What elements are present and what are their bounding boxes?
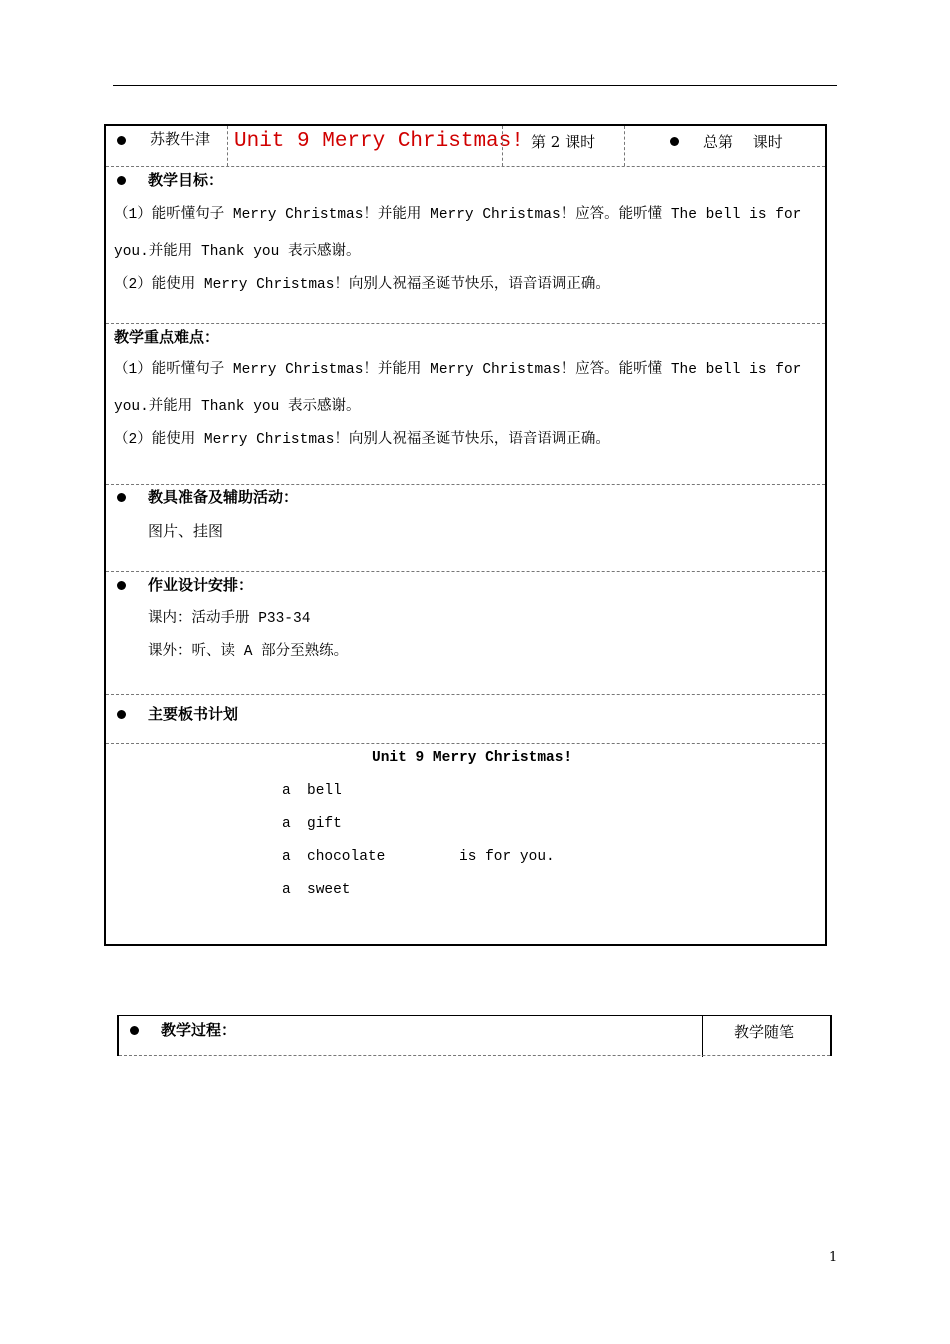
page-number: 1 (829, 1250, 838, 1265)
board-article: a (282, 816, 291, 832)
board-plan-title: Unit 9 Merry Christmas! (372, 750, 573, 766)
board-noun: gift (307, 816, 342, 832)
board-plan-heading-row (106, 695, 825, 744)
homework-in-class: 课内：活动手册 P33-34 (148, 611, 311, 627)
bullet-icon (130, 1026, 139, 1035)
bullet-icon (117, 581, 126, 590)
header-rule (113, 85, 837, 86)
objectives-heading: 教学目标： (148, 171, 224, 189)
materials-content: 图片、挂图 (148, 522, 224, 540)
header-row (106, 126, 825, 167)
lesson-plan-table (104, 124, 827, 946)
bullet-icon (670, 137, 679, 146)
objectives-line-2: you.并能用 Thank you 表示感谢。 (114, 244, 361, 260)
board-plan-content (106, 744, 825, 944)
column-divider (227, 126, 228, 166)
homework-section (106, 572, 825, 695)
board-plan-heading: 主要板书计划 (148, 705, 239, 723)
key-points-line-1: （1）能听懂句子 Merry Christmas！并能用 Merry Christmas！应答。能听懂 The bell is for (114, 362, 802, 378)
board-suffix: is for you. (459, 849, 555, 865)
objectives-line-1: （1）能听懂句子 Merry Christmas！并能用 Merry Christmas！应答。能听懂 The bell is for (114, 207, 802, 223)
key-points-section (106, 324, 825, 485)
total-lesson: 总第 课时 (703, 133, 783, 151)
bullet-icon (117, 710, 126, 719)
teaching-process-table (117, 1015, 832, 1056)
board-noun: bell (307, 783, 342, 799)
column-divider (624, 126, 625, 166)
column-divider (502, 126, 503, 166)
unit-title: Unit 9 Merry Christmas! (234, 130, 524, 153)
objectives-line-3: （2）能使用 Merry Christmas！向别人祝福圣诞节快乐，语音语调正确。 (114, 277, 610, 293)
row-divider (119, 1055, 830, 1056)
materials-section (106, 485, 825, 572)
bullet-icon (117, 136, 126, 145)
homework-heading: 作业设计安排： (148, 576, 254, 594)
publisher-label: 苏教牛津 (150, 130, 211, 148)
board-noun: chocolate (307, 849, 386, 865)
materials-heading: 教具准备及辅助活动： (148, 488, 299, 506)
column-divider (702, 1016, 703, 1057)
homework-after-class: 课外：听、读 A 部分至熟练。 (148, 644, 349, 660)
board-noun: sweet (307, 882, 351, 898)
key-points-line-3: （2）能使用 Merry Christmas！向别人祝福圣诞节快乐，语音语调正确。 (114, 432, 610, 448)
bullet-icon (117, 493, 126, 502)
notes-label: 教学随笔 (734, 1023, 795, 1041)
board-article: a (282, 849, 291, 865)
board-article: a (282, 882, 291, 898)
bullet-icon (117, 176, 126, 185)
lesson-number: 第 2 课时 (531, 133, 596, 151)
process-heading: 教学过程： (161, 1021, 237, 1039)
board-article: a (282, 783, 291, 799)
key-points-heading: 教学重点难点： (114, 328, 220, 346)
key-points-line-2: you.并能用 Thank you 表示感谢。 (114, 399, 361, 415)
objectives-section (106, 167, 825, 324)
